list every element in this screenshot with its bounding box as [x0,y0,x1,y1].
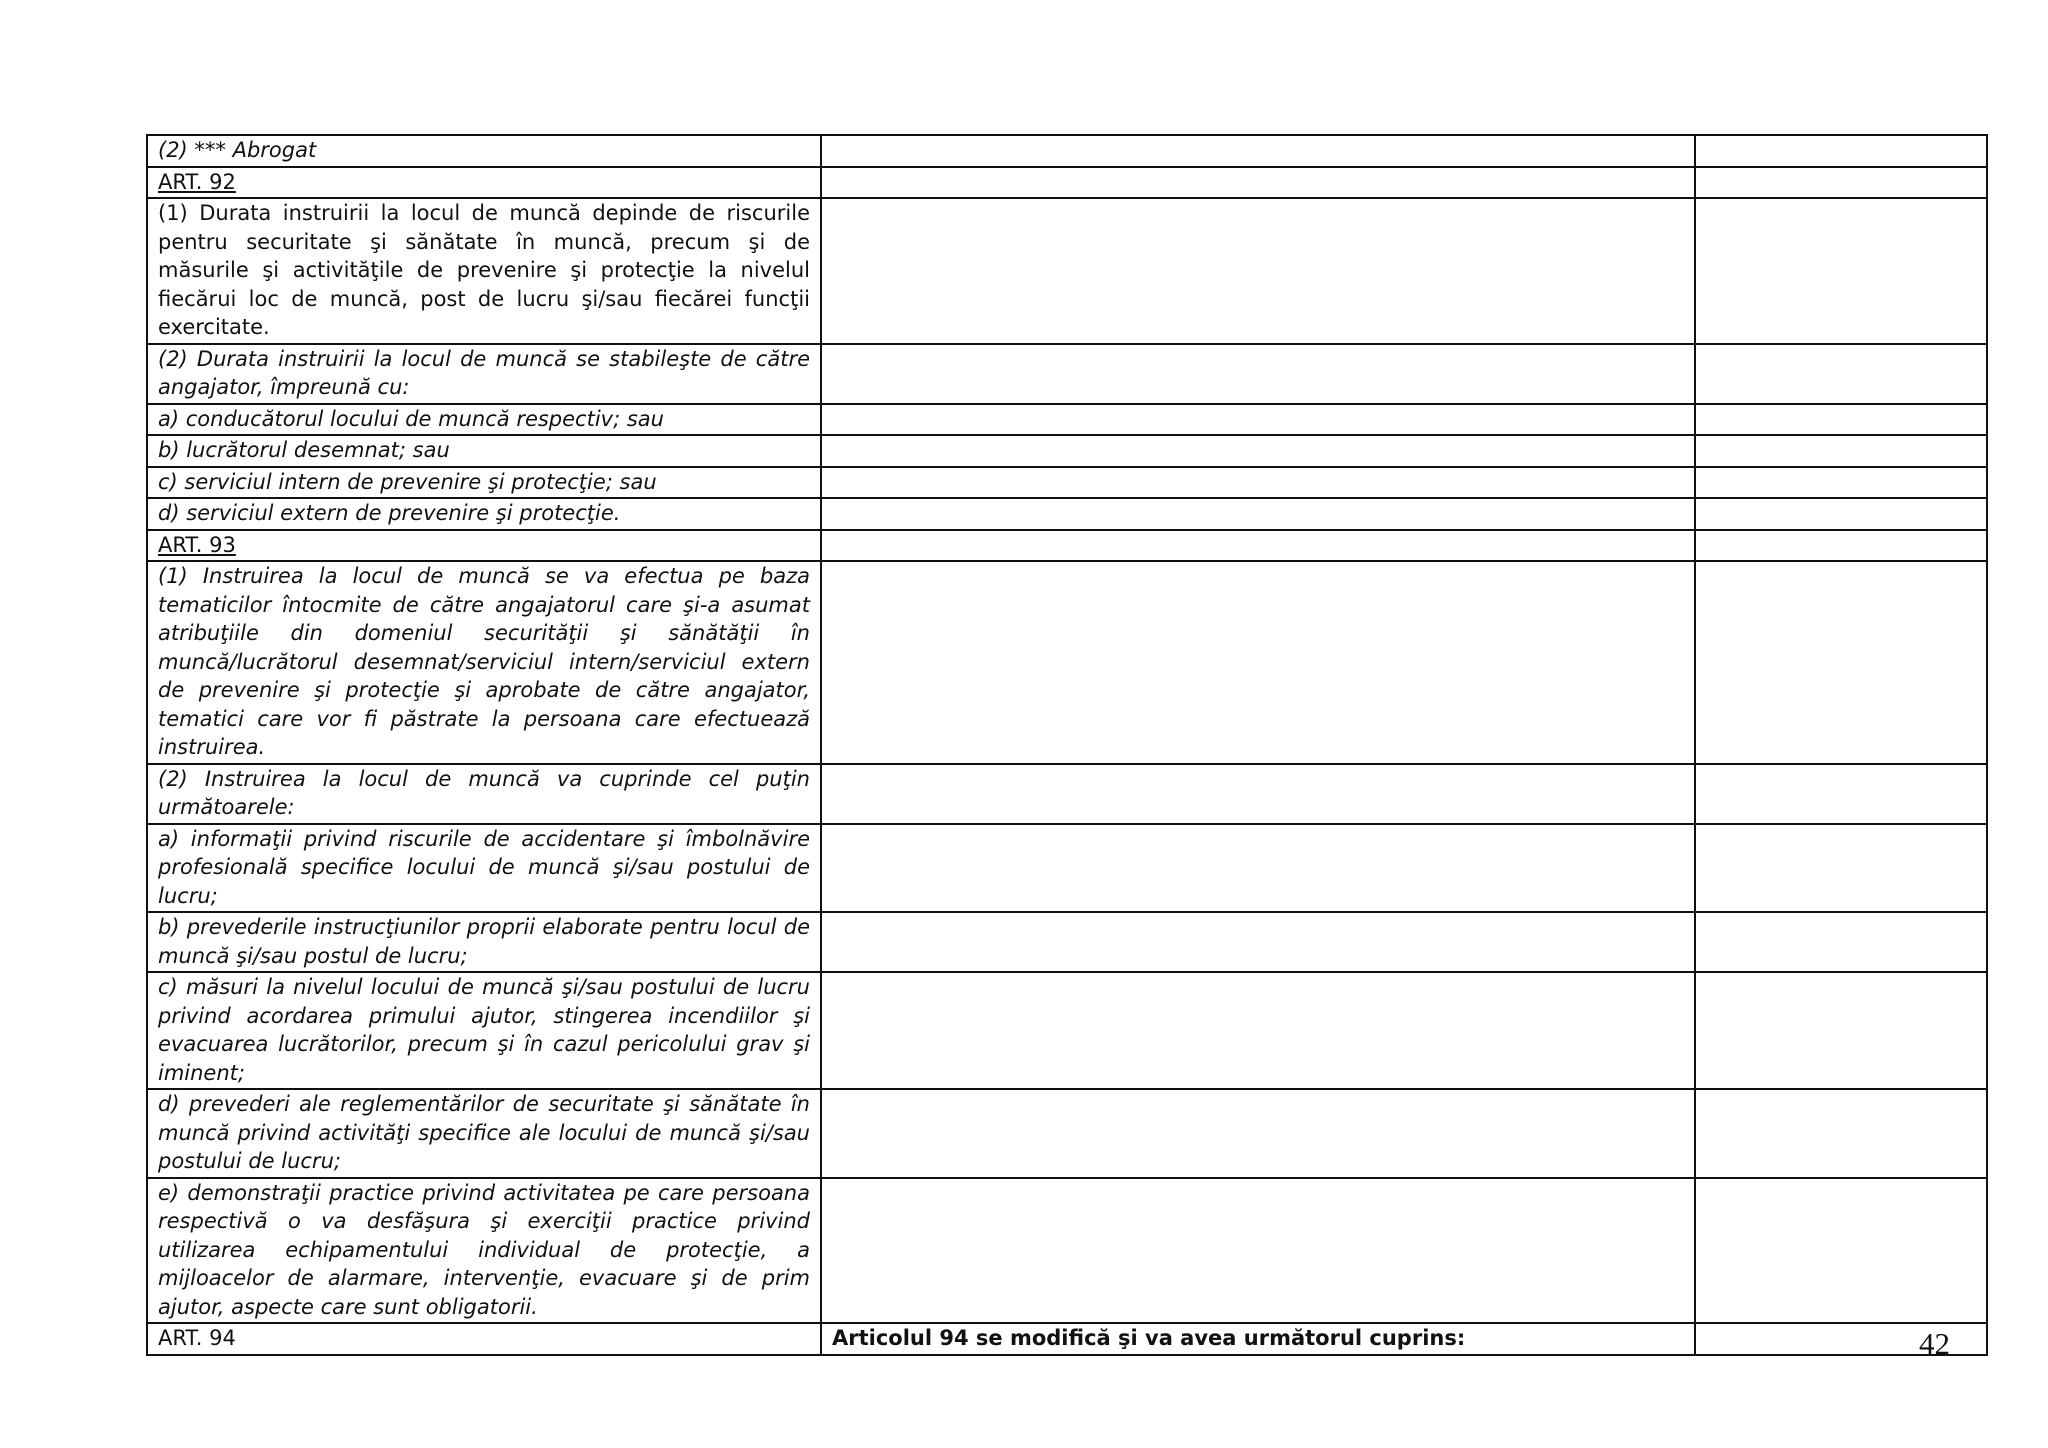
article-heading-label: ART. 92 [158,169,236,194]
notes-cell [1695,167,1987,199]
original-text-cell: a) informaţii privind riscurile de accidentare şi îmbolnăvire profesională specifice locului de muncă şi/sau postului de lucru; [147,824,821,913]
original-text-cell: (2) Instruirea la locul de muncă va cuprinde cel puţin următoarele: [147,764,821,824]
amendment-cell [821,912,1695,972]
original-text-cell: c) serviciul intern de prevenire şi protecţie; sau [147,467,821,499]
table-row [147,530,1987,562]
amendment-cell [821,1089,1695,1178]
amendment-cell [821,435,1695,467]
notes-cell [1695,467,1987,499]
table-row [147,824,1987,913]
table-row [147,467,1987,499]
notes-cell [1695,1178,1987,1324]
original-text-cell: (1) Instruirea la locul de muncă se va efectua pe baza tematicilor întocmite de către angajatorul care şi-a asumat atribuţiile din domeniul securităţii şi sănătăţii în muncă/lucrătorul desemnat/serviciul intern/serviciul extern de prevenire şi protecţie şi aprobate de către angajator, tematici care vor fi păstrate la persoana care efectuează instruirea. [147,561,821,764]
original-text-cell: c) măsuri la nivelul locului de muncă şi/sau postului de lucru privind acordarea primului ajutor, stingerea incendiilor şi evacuarea lucrătorilor, precum şi în cazul pericolului grav şi iminent; [147,972,821,1089]
table-row [147,344,1987,404]
original-text-cell: e) demonstraţii practice privind activitatea pe care persoana respectivă o va desfăşura şi exerciţii practice privind utilizarea echipamentului individual de protecţie, a mijloacelor de alarmare, intervenţie, evacuare şi de prim ajutor, aspecte care sunt obligatorii. [147,1178,821,1324]
original-text-cell: b) lucrătorul desemnat; sau [147,435,821,467]
notes-cell [1695,435,1987,467]
notes-cell [1695,764,1987,824]
notes-cell [1695,498,1987,530]
table-row [147,435,1987,467]
article-heading [147,167,821,199]
amendment-cell [821,1178,1695,1324]
amendment-cell [821,972,1695,1089]
page-number: 42 [1919,1326,1950,1361]
original-text-cell: a) conducătorul locului de muncă respectiv; sau [147,404,821,436]
table-row [147,135,1987,167]
amendment-cell [821,167,1695,199]
table-row [147,764,1987,824]
original-text-cell: (2) *** Abrogat [147,135,821,167]
notes-cell [1695,824,1987,913]
notes-cell [1695,198,1987,344]
original-text-cell: (1) Durata instruirii la locul de muncă depinde de riscurile pentru securitate şi sănătate în muncă, precum şi de măsurile şi activităţile de prevenire şi protecţie la nivelul fiecărui loc de muncă, post de lucru şi/sau fiecărei funcţii exercitate. [147,198,821,344]
notes-cell [1695,972,1987,1089]
amendment-cell [821,135,1695,167]
amendment-cell [821,764,1695,824]
amendment-cell [821,498,1695,530]
table-row [147,198,1987,344]
notes-cell [1695,530,1987,562]
table-row [147,167,1987,199]
amendment-cell: Articolul 94 se modifică şi va avea următorul cuprins: [821,1323,1695,1355]
notes-cell [1695,912,1987,972]
notes-cell [1695,404,1987,436]
article-heading [147,530,821,562]
table-row [147,1089,1987,1178]
original-text-cell: d) prevederi ale reglementărilor de securitate şi sănătate în muncă privind activităţi specifice ale locului de muncă şi/sau postului de lucru; [147,1089,821,1178]
amendment-cell [821,467,1695,499]
table-row [147,561,1987,764]
original-text-cell: (2) Durata instruirii la locul de muncă se stabileşte de către angajator, împreună cu: [147,344,821,404]
notes-cell [1695,561,1987,764]
amendment-cell [821,198,1695,344]
table-row [147,498,1987,530]
notes-cell [1695,344,1987,404]
notes-cell [1695,1089,1987,1178]
original-text-cell: b) prevederile instrucţiunilor proprii elaborate pentru locul de muncă şi/sau postul de lucru; [147,912,821,972]
article-heading: ART. 94 [147,1323,821,1355]
legislation-comparison-table [146,134,1988,1356]
table-row [147,1323,1987,1355]
article-heading-label: ART. 93 [158,532,236,557]
table-row [147,972,1987,1089]
table-row [147,404,1987,436]
amendment-cell [821,530,1695,562]
table-row [147,1178,1987,1324]
amendment-cell [821,344,1695,404]
notes-cell [1695,135,1987,167]
original-text-cell: d) serviciul extern de prevenire şi protecţie. [147,498,821,530]
amendment-cell [821,404,1695,436]
amendment-cell [821,561,1695,764]
table-row [147,912,1987,972]
amendment-cell [821,824,1695,913]
